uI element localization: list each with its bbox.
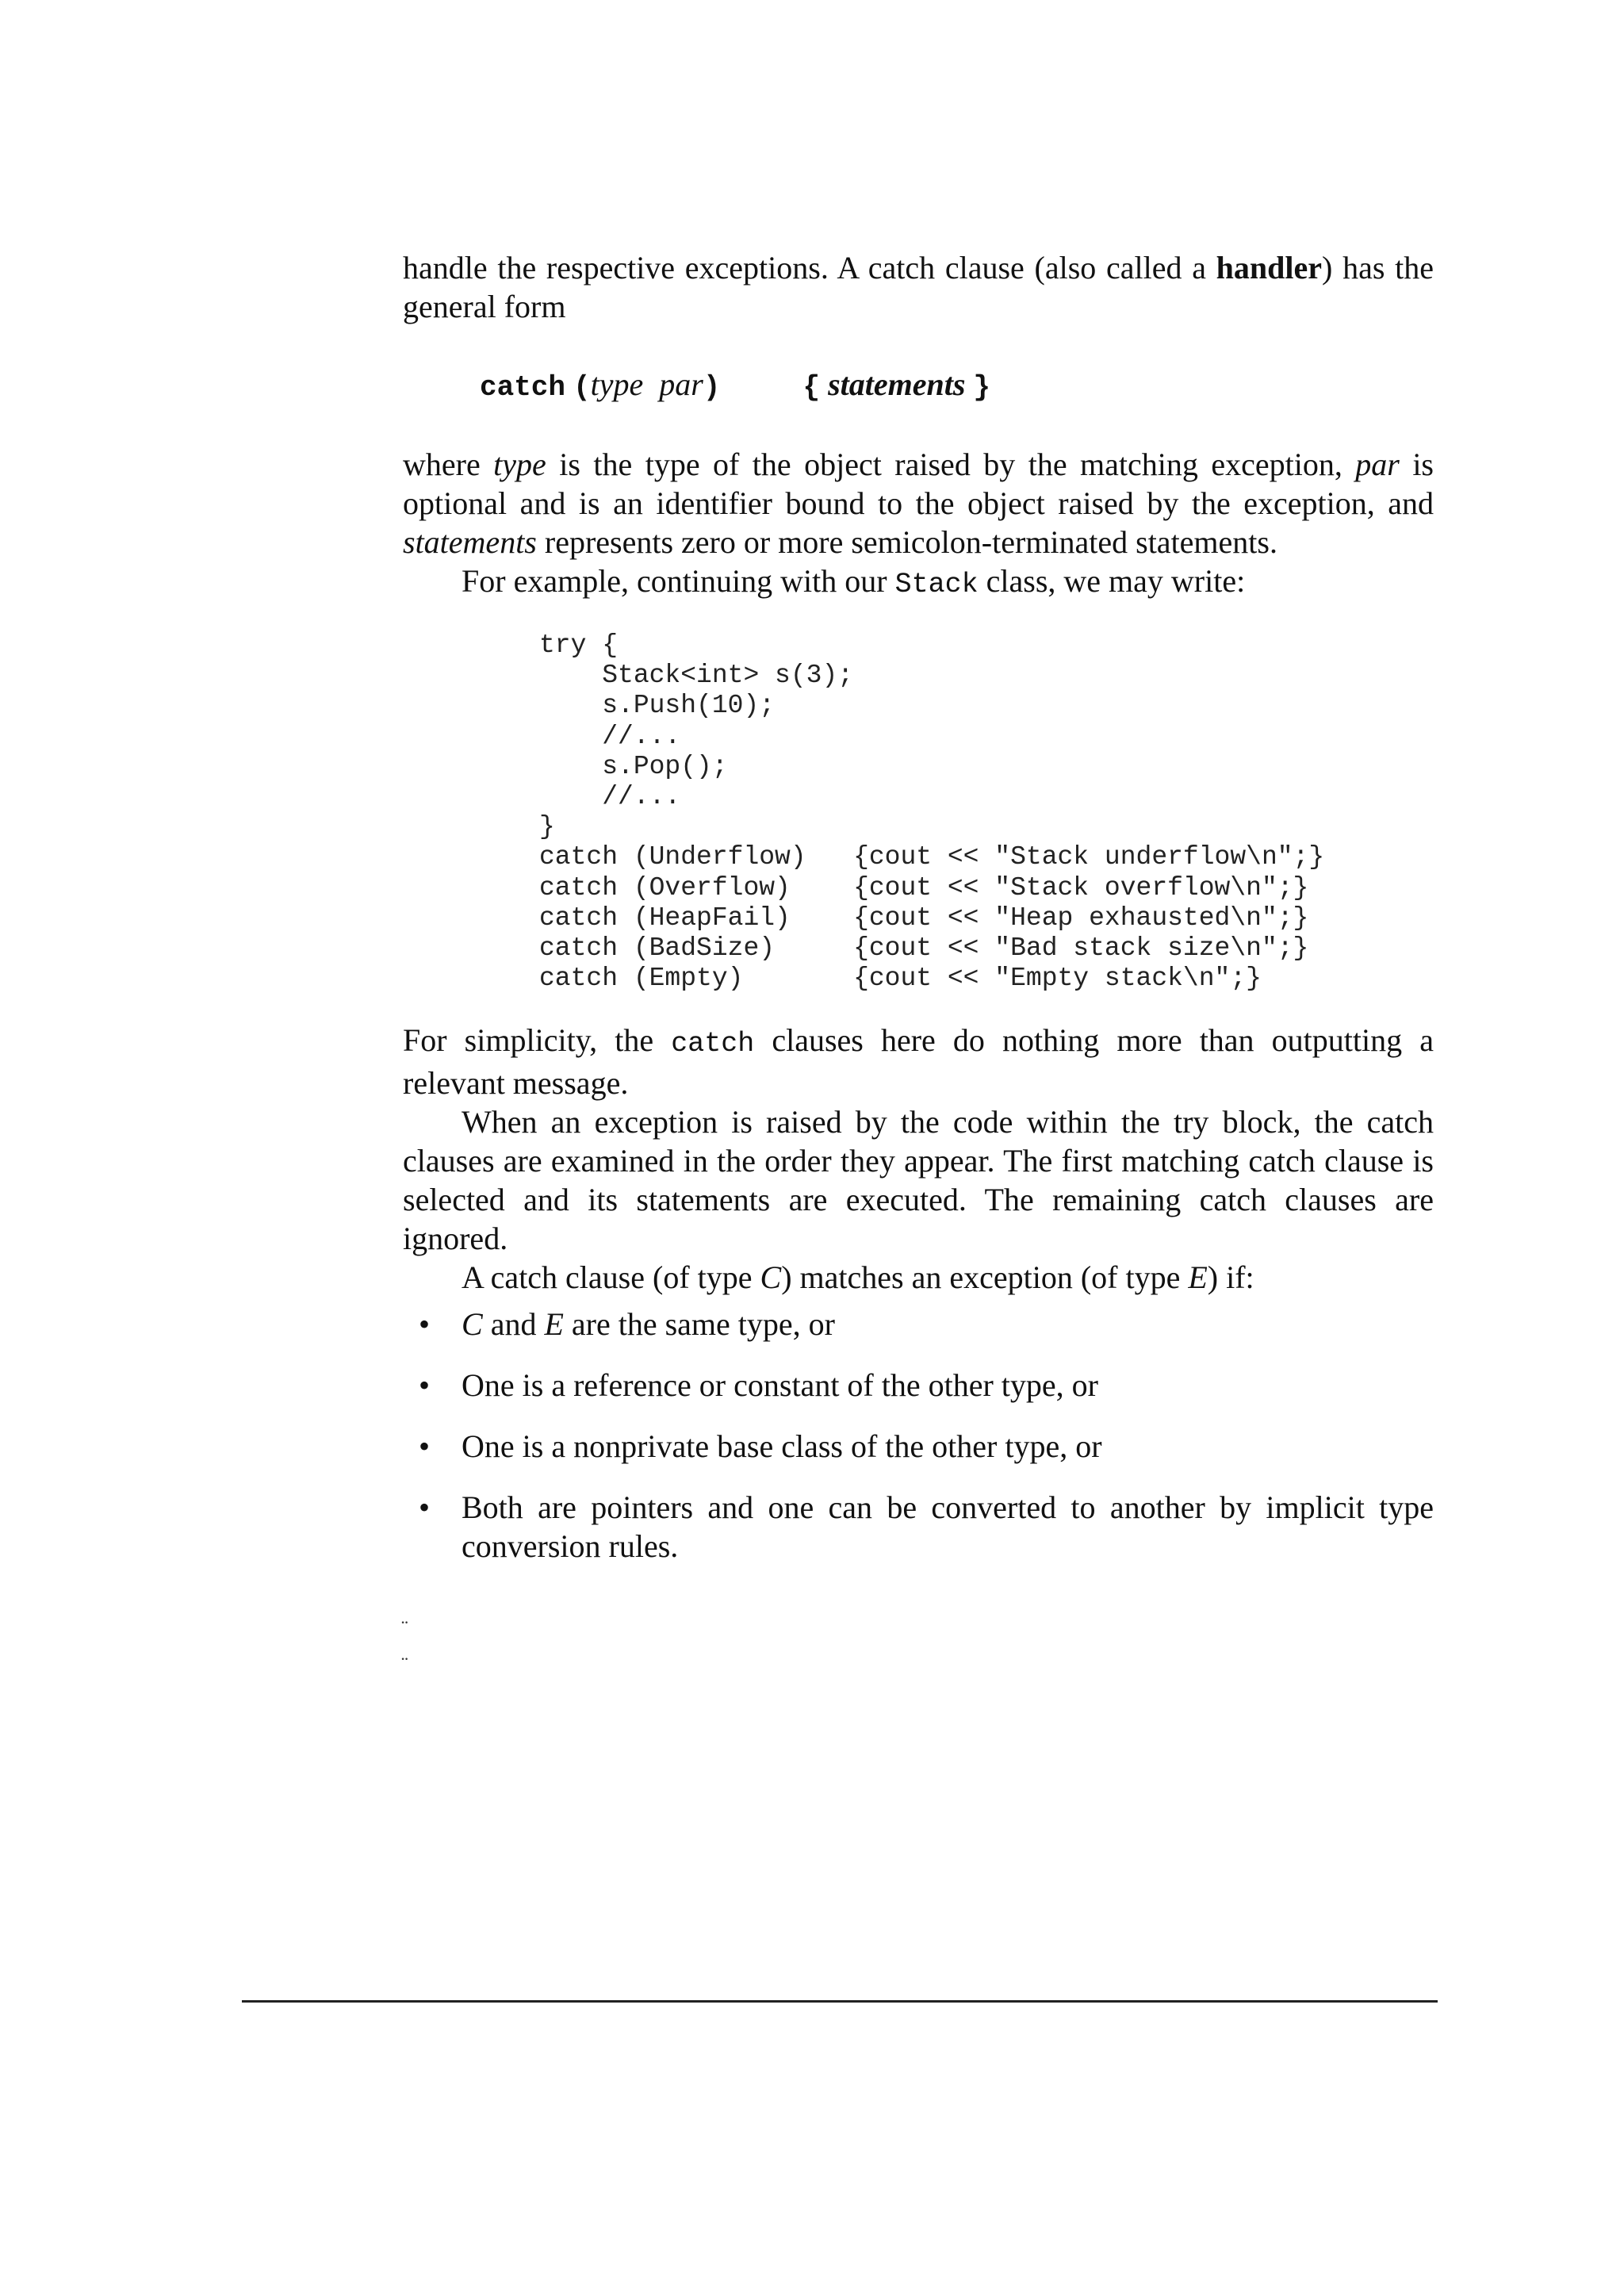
simplicity-paragraph bbox=[403, 1021, 1434, 1102]
list-item bbox=[403, 1366, 1434, 1405]
code-line: //... bbox=[539, 781, 681, 811]
type-c: C bbox=[462, 1306, 483, 1342]
type-e: E bbox=[1188, 1259, 1208, 1295]
example-intro-text: For example, continuing with our bbox=[462, 563, 895, 599]
end-mark: ¨ bbox=[401, 1616, 408, 1639]
code-line: s.Push(10); bbox=[539, 691, 776, 721]
match-intro-paragraph bbox=[403, 1258, 1434, 1297]
open-paren: ( bbox=[573, 371, 591, 404]
type-placeholder: type bbox=[590, 366, 644, 402]
type-c: C bbox=[760, 1259, 782, 1295]
stack-class-name: Stack bbox=[894, 569, 979, 600]
explanation-text: represents zero or more semicolon-terminated statements. bbox=[536, 524, 1277, 560]
code-line: catch (Overflow) {cout << "Stack overflow\n";} bbox=[539, 872, 1309, 903]
intro-text-end: ) has the general form bbox=[403, 250, 1434, 324]
code-line: catch (Empty) {cout << "Empty stack\n";} bbox=[539, 964, 1262, 994]
list-item-text: Both are pointers and one can be converted to another by implicit type conversion rules. bbox=[462, 1489, 1434, 1564]
bullet-icon: • bbox=[419, 1428, 431, 1464]
code-line: catch (HeapFail) {cout << "Heap exhausted\n";} bbox=[539, 903, 1309, 933]
close-brace: } bbox=[973, 371, 991, 404]
list-item bbox=[403, 1488, 1434, 1566]
code-line: try { bbox=[539, 631, 619, 660]
end-mark: ¨ bbox=[401, 1653, 408, 1676]
match-rules-list bbox=[403, 1305, 1434, 1588]
match-intro-text: ) matches an exception (of type bbox=[781, 1259, 1189, 1295]
code-line: } bbox=[539, 812, 555, 842]
handler-term: handler bbox=[1216, 250, 1323, 286]
explanation-text: where bbox=[403, 447, 494, 482]
code-line: //... bbox=[539, 721, 681, 751]
list-item bbox=[403, 1305, 1434, 1343]
type-term: type bbox=[493, 447, 546, 482]
catch-syntax bbox=[480, 365, 990, 408]
statements-placeholder: statements bbox=[828, 366, 966, 402]
code-line: catch (BadSize) {cout << "Bad stack size\n";} bbox=[539, 933, 1309, 963]
match-intro-text-end: ) if: bbox=[1207, 1259, 1254, 1295]
par-term: par bbox=[1355, 447, 1400, 482]
explanation-text: is optional and is an identifier bound to the object raised by the exception, and bbox=[403, 447, 1434, 521]
list-item-text: are the same type, or bbox=[563, 1306, 835, 1342]
list-item-text: and bbox=[482, 1306, 545, 1342]
code-line: Stack<int> s(3); bbox=[539, 661, 854, 691]
open-brace: { bbox=[802, 371, 821, 404]
match-intro-text: A catch clause (of type bbox=[462, 1259, 760, 1295]
bullet-icon: • bbox=[419, 1489, 431, 1525]
close-paren: ) bbox=[703, 371, 721, 404]
order-paragraph: When an exception is raised by the code within the try block, the catch clauses are examined in the order they appear. The first matching catch clause is selected and its statements are executed. The remaining catch clauses are ignored. bbox=[403, 1104, 1434, 1256]
catch-keyword: catch bbox=[480, 371, 566, 404]
example-intro-text-end: class, we may write: bbox=[978, 563, 1246, 599]
explanation-text: is the type of the object raised by the matching exception, bbox=[546, 447, 1356, 482]
intro-paragraph bbox=[403, 248, 1434, 326]
end-marks bbox=[401, 1610, 408, 1683]
type-e: E bbox=[544, 1306, 564, 1342]
explanation-block bbox=[403, 445, 1434, 604]
par-placeholder: par bbox=[659, 366, 703, 402]
code-line: catch (Underflow) {cout << "Stack underflow\n";} bbox=[539, 842, 1325, 872]
list-item bbox=[403, 1427, 1434, 1466]
simplicity-text-end: clauses here do nothing more than outputting a relevant message. bbox=[403, 1022, 1434, 1101]
intro-text: handle the respective exceptions. A catch clause (also called a bbox=[403, 250, 1216, 286]
simplicity-text: For simplicity, the bbox=[403, 1022, 672, 1058]
list-item-text: One is a reference or constant of the other type, or bbox=[462, 1367, 1098, 1403]
bullet-icon: • bbox=[419, 1367, 431, 1403]
footer-rule bbox=[242, 2000, 1438, 2003]
intro-paragraph-block bbox=[403, 248, 1434, 326]
example-intro-paragraph bbox=[403, 562, 1434, 604]
catch-inline-code: catch bbox=[671, 1028, 755, 1060]
list-item-text: One is a nonprivate base class of the other type, or bbox=[462, 1428, 1102, 1464]
code-line: s.Pop(); bbox=[539, 751, 728, 781]
discussion-block bbox=[403, 1021, 1434, 1297]
code-example bbox=[539, 631, 1324, 994]
explanation-paragraph bbox=[403, 445, 1434, 562]
bullet-icon: • bbox=[419, 1306, 431, 1342]
statements-term: statements bbox=[403, 524, 537, 560]
